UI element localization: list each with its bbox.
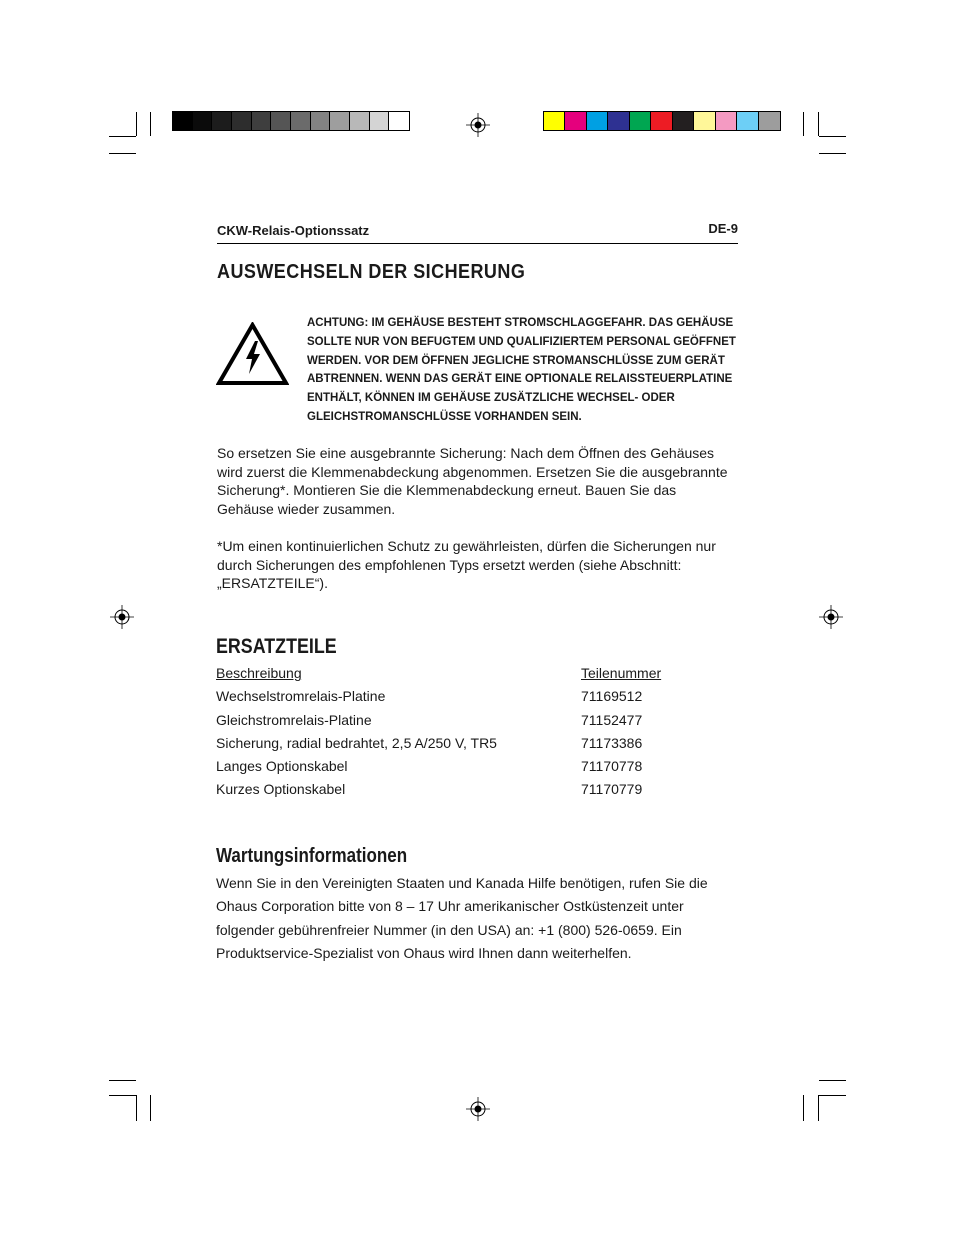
electric-hazard-icon (216, 322, 289, 386)
text-line: ABTRENNEN. WENN DAS GERÄT EINE OPTIONALE RELAISSTEUERPLATINE (307, 373, 733, 386)
color-swatch (759, 112, 780, 130)
section-title-service: Wartungsinformationen (216, 845, 408, 867)
color-swatch (291, 112, 311, 130)
color-swatch (350, 112, 370, 130)
page-number: DE-9 (708, 221, 738, 236)
color-swatch (630, 112, 651, 130)
section-title-fuse: AUSWECHSELN DER SICHERUNG (217, 261, 526, 283)
text-line: durch Sicherungen des empfohlenen Typs ersetzt werden (siehe Abschnitt: (217, 556, 682, 573)
color-swatch (716, 112, 737, 130)
color-swatch (389, 112, 409, 130)
registration-mark-icon (466, 113, 490, 137)
table-header-row (216, 665, 736, 688)
color-swatch (311, 112, 331, 130)
fuse-instructions (217, 444, 737, 519)
color-swatch (673, 112, 694, 130)
registration-mark-icon (819, 605, 843, 629)
page-header (217, 221, 738, 244)
part-number: 71169512 (581, 688, 643, 705)
grayscale-bar (172, 111, 410, 131)
text-line: ACHTUNG: IM GEHÄUSE BESTEHT STROMSCHLAGGEFAHR. DAS GEHÄUSE (307, 317, 734, 329)
color-swatch (587, 112, 608, 130)
color-swatch (330, 112, 350, 130)
parts-table (216, 665, 736, 805)
column-header-description: Beschreibung (216, 665, 302, 681)
part-number: 71152477 (581, 711, 643, 728)
color-swatch (565, 112, 586, 130)
table-row (216, 712, 736, 735)
part-number: 71170778 (581, 758, 643, 775)
part-description: Langes Optionskabel (216, 758, 348, 775)
text-line: Wenn Sie in den Vereinigten Staaten und Kanada Hilfe benötigen, rufen Sie die (216, 875, 708, 891)
text-line: Produktservice-Spezialist von Ohaus wird Ihnen dann weiterhelfen. (216, 944, 632, 961)
text-line: Sicherung*. Montieren Sie die Klemmenabdeckung erneut. Bauen Sie das (217, 482, 677, 499)
service-info (216, 872, 736, 965)
color-swatch (212, 112, 232, 130)
color-swatch (252, 112, 272, 130)
color-calibration-bar (543, 111, 781, 131)
registration-mark-icon (110, 605, 134, 629)
color-swatch (232, 112, 252, 130)
text-line: Gehäuse wieder zusammen. (217, 501, 396, 518)
color-swatch (193, 112, 213, 130)
section-title-parts: ERSATZTEILE (216, 635, 337, 658)
text-line: WERDEN. VOR DEM ÖFFNEN JEGLICHE STROMANSCHLÜSSE ZUM GERÄT (307, 354, 725, 367)
table-row (216, 758, 736, 781)
color-swatch (651, 112, 672, 130)
table-row (216, 688, 736, 711)
color-swatch (694, 112, 715, 130)
text-line: wird zuerst die Klemmenabdeckung abgenommen. Ersetzen Sie die ausgebrannte (217, 463, 728, 480)
text-line: folgender gebührenfreier Nummer (in den USA) an: +1 (800) 526-0659. Ein (216, 921, 682, 938)
text-line: „ERSATZTEILE“). (217, 575, 328, 592)
table-row (216, 781, 736, 804)
color-swatch (271, 112, 291, 130)
text-line: *Um einen kontinuierlichen Schutz zu gewährleisten, dürfen die Sicherungen nur (217, 538, 716, 554)
text-line: So ersetzen Sie eine ausgebrannte Sicherung: Nach dem Öffnen des Gehäuses (217, 445, 715, 461)
part-description: Sicherung, radial bedrahtet, 2,5 A/250 V, TR5 (216, 734, 497, 751)
color-swatch (544, 112, 565, 130)
fuse-footnote (217, 537, 737, 593)
part-number: 71173386 (581, 734, 643, 751)
text-line: GLEICHSTROMANSCHLÜSSE VORHANDEN SEIN. (307, 410, 582, 423)
registration-mark-icon (466, 1097, 490, 1121)
header-title: CKW-Relais-Optionssatz (217, 223, 370, 238)
part-description: Kurzes Optionskabel (216, 781, 346, 798)
part-description: Wechselstromrelais-Platine (216, 688, 386, 705)
part-number: 71170779 (581, 781, 643, 798)
color-swatch (173, 112, 193, 130)
table-row (216, 735, 736, 758)
text-line: ENTHÄLT, KÖNNEN IM GEHÄUSE ZUSÄTZLICHE WECHSEL- ODER (307, 392, 675, 405)
text-line: SOLLTE NUR VON BEFUGTEM UND QUALIFIZIERTEM PERSONAL GEÖFFNET (307, 335, 736, 348)
color-swatch (737, 112, 758, 130)
color-swatch (608, 112, 629, 130)
warning-text (307, 314, 739, 427)
text-line: Ohaus Corporation bitte von 8 – 17 Uhr amerikanischer Ostküstenzeit unter (216, 898, 684, 915)
part-description: Gleichstromrelais-Platine (216, 711, 372, 728)
column-header-part-number: Teilenummer (581, 665, 662, 681)
color-swatch (370, 112, 390, 130)
